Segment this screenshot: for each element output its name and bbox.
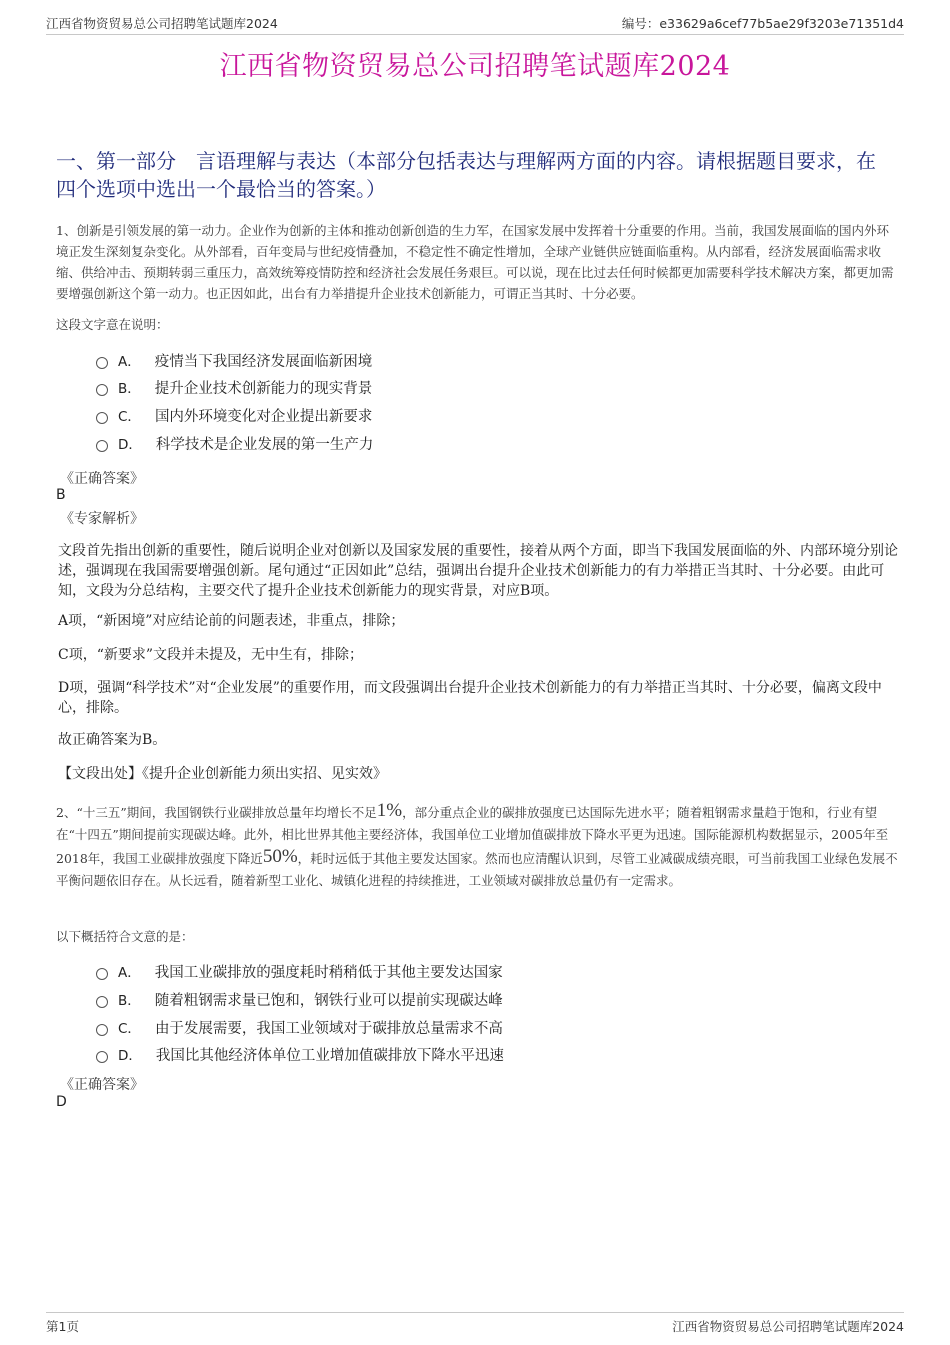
q2-option-c[interactable] — [96, 1017, 503, 1037]
q1-analysis-summary: 文段首先指出创新的重要性，随后说明企业对创新以及国家发展的重要性，接着从两个方面，即当下我国发展面临的外、内部环境分别论述，强调现在我国需要增强创新。尾句通过“正因如此”总结，强调出台提升企业技术创新能力的有力举措正当其时、十分必要。由此可知，文段为分总结构，主要交代了提升企业技术创新能力的现实背景，对应B项。 — [58, 543, 898, 599]
q2-stem: 以下概括符合文意的是： — [56, 929, 194, 944]
q2-option-d[interactable] — [96, 1044, 504, 1064]
q1-answer-label: 《正确答案》 — [60, 471, 144, 487]
q1-option-c[interactable] — [96, 405, 372, 425]
page-footer — [46, 1312, 904, 1335]
radio-icon[interactable] — [96, 1024, 108, 1036]
option-text: 疫情当下我国经济发展面临新困境 — [154, 353, 373, 370]
q2-answer-label: 《正确答案》 — [60, 1077, 144, 1093]
option-text: 提升企业技术创新能力的现实背景 — [154, 380, 373, 397]
q2-passage-part3: ，耗时远低于其他主要发达国家。然而也应清醒认识到，尽管工业减碳成绩亮眼，可当前我国工业绿色发展不平衡问题依旧存在。从长远看，随着新型工业化、城镇化进程的持续推进，工业领域对碳排放总量仍有一定需求。 — [56, 851, 898, 888]
header-document-id: 编号：e33629a6cef77b5ae29f3203e71351d4 — [621, 16, 904, 31]
q1-option-d[interactable] — [96, 433, 373, 453]
radio-icon[interactable] — [96, 412, 108, 424]
q2-passage — [56, 800, 898, 892]
q1-option-b[interactable] — [96, 377, 372, 397]
page-title: 江西省物资贸易总公司招聘笔试题库2024 — [219, 51, 731, 82]
q1-passage: 1、创新是引领发展的第一动力。企业作为创新的主体和推动创新创造的生力军，在国家发展中发挥着十分重要的作用。当前，我国发展面临的国内外环境正发生深刻复杂变化。从外部看，百年变局与世纪疫情叠加，不稳定性不确定性增加，全球产业链供应链面临重构。从内部看，经济发展面临需求收缩、供给冲击、预期转弱三重压力，高效统筹疫情防控和经济社会发展任务艰巨。可以说，现在比过去任何时候都更加需要科学技术解决方案，都更加需要增强创新这个第一动力。也正因如此，出台有力举措提升企业技术创新能力，可谓正当其时、十分必要。 — [56, 223, 894, 301]
q2-option-b[interactable] — [96, 989, 503, 1009]
q2-answer: D — [56, 1094, 67, 1110]
q2-option-a[interactable] — [96, 961, 503, 981]
option-text: 科学技术是企业发展的第一生产力 — [155, 436, 374, 453]
q1-analysis-label: 《专家解析》 — [60, 511, 144, 527]
radio-icon[interactable] — [96, 440, 108, 452]
page-number: 第1页 — [46, 1319, 79, 1334]
q2-percent-2: 50% — [262, 846, 298, 867]
section-heading: 一、第一部分 言语理解与表达（本部分包括表达与理解两方面的内容。请根据题目要求，在四个选项中选出一个最恰当的答案。） — [56, 149, 876, 201]
q2-passage-part1: 2、“十三五”期间，我国钢铁行业碳排放总量年均增长不足 — [56, 805, 377, 820]
q1-analysis-c: C项，“新要求”文段并未提及，无中生有，排除； — [58, 647, 364, 663]
q1-analysis-d: D项，强调“科学技术”对“企业发展”的重要作用，而文段强调出台提升企业技术创新能力的有力举措正当其时、十分必要，偏离文段中心，排除。 — [58, 680, 882, 716]
footer-title: 江西省物资贸易总公司招聘笔试题库2024 — [672, 1319, 904, 1334]
option-letter: B． — [118, 993, 141, 1009]
q2-percent-1: 1% — [376, 800, 403, 821]
option-letter: C． — [118, 409, 141, 425]
option-letter: B． — [118, 381, 141, 397]
q1-option-a[interactable] — [96, 350, 372, 370]
option-text: 我国比其他经济体单位工业增加值碳排放下降水平迅速 — [155, 1047, 504, 1064]
option-text: 由于发展需要，我国工业领域对于碳排放总量需求不高 — [154, 1020, 503, 1037]
option-text: 我国工业碳排放的强度耗时稍稍低于其他主要发达国家 — [154, 964, 503, 981]
q1-source: 【文段出处】《提升企业创新能力须出实招、见实效》 — [58, 766, 387, 782]
q1-analysis-conclusion: 故正确答案为B。 — [58, 732, 167, 748]
page-header — [46, 14, 904, 35]
option-letter: A． — [118, 965, 141, 981]
option-letter: C． — [118, 1021, 141, 1037]
q1-analysis-a: A项，“新困境”对应结论前的问题表述，非重点，排除； — [58, 613, 405, 629]
q1-stem: 这段文字意在说明： — [56, 317, 169, 332]
radio-icon[interactable] — [96, 1051, 108, 1063]
radio-icon[interactable] — [96, 384, 108, 396]
q1-answer: B — [56, 487, 66, 503]
q2-passage-part2: ，部分重点企业的碳排放强度已达国际先进水平；随着粗钢需求量趋于饱和，行业有望在“十四五”期间提前实现碳达峰。此外，相比世界其他主要经济体，我国单位工业增加值碳排放下降水平更为迅速。国际能源机构数据显示，2005年至2018年，我国工业碳排放强度下降近 — [56, 805, 889, 866]
option-letter: D． — [118, 1048, 142, 1064]
option-text: 国内外环境变化对企业提出新要求 — [154, 408, 373, 425]
option-text: 随着粗钢需求量已饱和，钢铁行业可以提前实现碳达峰 — [154, 992, 503, 1009]
header-left: 江西省物资贸易总公司招聘笔试题库2024 — [46, 16, 278, 31]
radio-icon[interactable] — [96, 357, 108, 369]
radio-icon[interactable] — [96, 968, 108, 980]
radio-icon[interactable] — [96, 996, 108, 1008]
option-letter: D． — [118, 437, 142, 453]
option-letter: A． — [118, 354, 141, 370]
